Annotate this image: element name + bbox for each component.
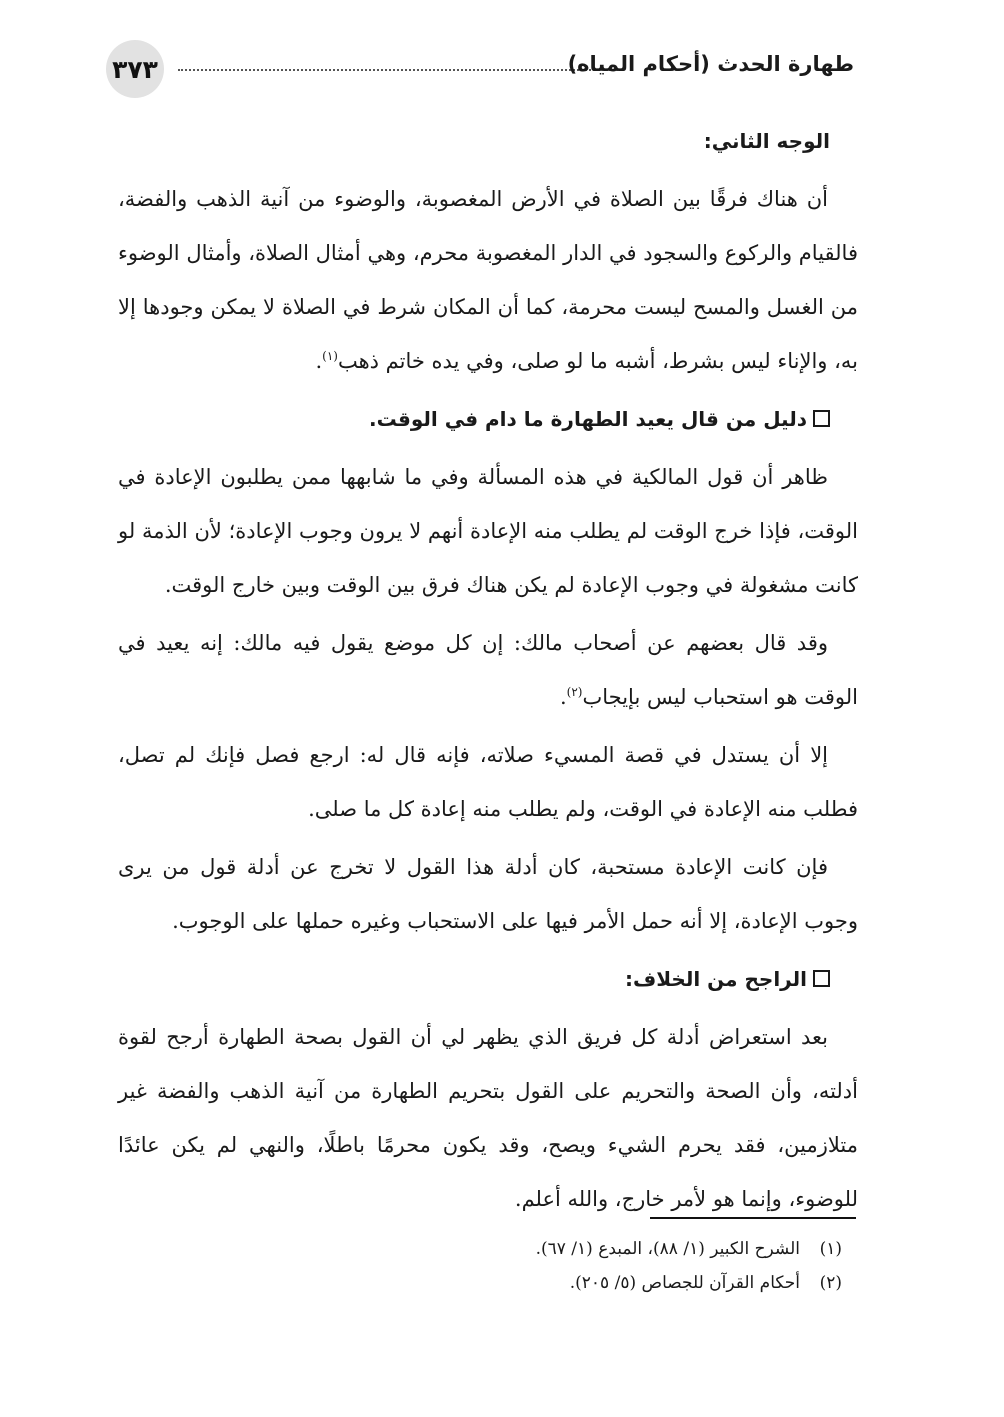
checkbox-square-icon — [813, 970, 830, 987]
paragraph-5: فإن كانت الإعادة مستحبة، كان أدلة هذا القول لا تخرج عن أدلة قول من يرى وجوب الإعادة، إلا أنه حمل الأمر فيها على الاستحباب وغيره حملها على الوجوب. — [118, 855, 858, 933]
paragraph-1: أن هناك فرقًا بين الصلاة في الأرض المغصوبة، والوضوء من آنية الذهب والفضة، فالقيام والركوع والسجود في الدار المغصوبة محرم، وهي أمثال الصلاة، وأمثال الوضوء من الغسل والمسح ليست محرمة، كما أن المكان شرط في الصلاة لا يمكن وجودها إلا به، والإناء ليس بشرط، أشبه ما لو صلى، وفي يده خاتم ذهب$^{(١)}$. — [118, 187, 858, 373]
page-header — [106, 40, 854, 98]
footnote-separator — [650, 1217, 856, 1219]
header-dotted-leader — [178, 69, 618, 71]
subheading-evidence: دليل من قال يعيد الطهارة ما دام في الوقت. — [118, 392, 858, 446]
page-number-badge: ٣٧٣ — [106, 40, 164, 98]
running-title: طهارة الحدث (أحكام المياه) — [567, 52, 854, 76]
paragraph-2: ظاهر أن قول المالكية في هذه المسألة وفي ما شابهها ممن يطلبون الإعادة في الوقت، فإذا خرج الوقت لم يطلب منه الإعادة أنهم لا يرون وجوب الإعادة؛ لأن الذمة لو كانت مشغولة في وجوب الإعادة لم يكن هناك فرق بين الوقت وبين خارج الوقت. — [118, 465, 858, 597]
checkbox-square-icon — [813, 410, 830, 427]
footnote-ref-2[interactable]: (٢) — [566, 685, 583, 699]
paragraph-3: وقد قال بعضهم عن أصحاب مالك: إن كل موضع يقول فيه مالك: إنه يعيد في الوقت هو استحباب ليس بإيجاب$^{(٢)}$. — [118, 631, 858, 709]
paragraph-4: إلا أن يستدل في قصة المسيء صلاته، فإنه قال له: ارجع فصل فإنك لم تصل، فطلب منه الإعادة في الوقت، ولم يطلب منه إعادة كل ما صلى. — [118, 743, 858, 821]
footnote-ref-1[interactable]: (١) — [322, 349, 338, 363]
paragraph-6: بعد استعراض أدلة كل فريق الذي يظهر لي أن القول بصحة الطهارة أرجح لقوة أدلته، وأن الصحة والتحريم على القول بتحريم الطهارة من آنية الذهب والفضة غير متلازمين، فقد يحرم الشيء ويصح، وقد يكون محرمًا باطلًا، والنهي لم يكن عائدًا للوضوء، وإنما هو لأمر خارج، والله أعلم. — [118, 1025, 858, 1211]
subheading-preferred: الراجح من الخلاف: — [118, 952, 858, 1006]
footnote-1: (١)الشرح الكبير (١/ ٨٨)، المبدع (١/ ٦٧). — [535, 1239, 842, 1259]
footnotes — [118, 1232, 856, 1300]
footnote-2: (٢)أحكام القرآن للجصاص (٥/ ٢٠٥). — [569, 1273, 842, 1293]
page-body — [118, 114, 858, 1230]
section-title: الوجه الثاني: — [703, 129, 830, 153]
